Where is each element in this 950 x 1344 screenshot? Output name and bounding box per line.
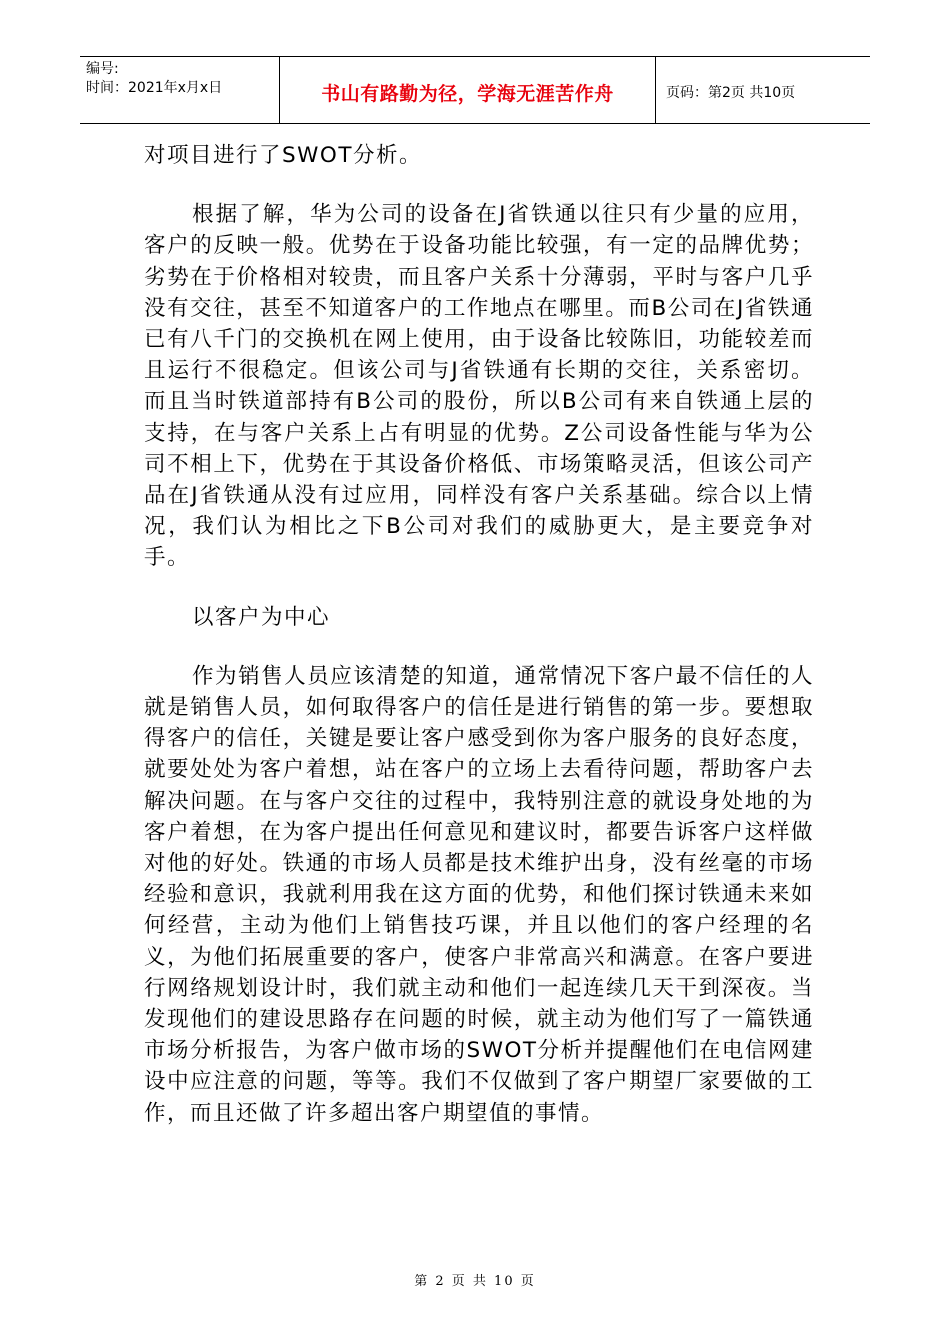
- paragraph-customer-trust: 作为销售人员应该清楚的知道，通常情况下客户最不信任的人就是销售人员，如何取得客户的信任是进行销售的第一步。要想取得客户的信任，关键是要让客户感受到你为客户服务的良好态度，就要处处为客户着想，站在客户的立场上去看待问题，帮助客户去解决问题。在与客户交往的过程中，我特别注意的就设身处地的为客户着想，在为客户提出任何意见和建议时，都要告诉客户这样做对他的好处。铁通的市场人员都是技术维护出身，没有丝毫的市场经验和意识，我就利用我在这方面的优势，和他们探讨铁通未来如何经营，主动为他们上销售技巧课，并且以他们的客户经理的名义，为他们拓展重要的客户，使客户非常高兴和满意。在客户要进行网络规划设计时，我们就主动和他们一起连续几天干到深夜。当发现他们的建设思路存在问题的时候，就主动为他们写了一篇铁通市场分析报告，为客户做市场的SWOT分析并提醒他们在电信网建设中应注意的问题，等等。我们不仅做到了客户期望厂家要做的工作，而且还做了许多超出客户期望值的事情。: [144, 663, 814, 1126]
- section-heading-customer-centric: 以客户为中心: [192, 604, 331, 630]
- page-header: [80, 56, 870, 124]
- paragraph-competitor-analysis: 根据了解，华为公司的设备在J省铁通以往只有少量的应用，客户的反映一般。优势在于设备功能比较强，有一定的品牌优势；劣势在于价格相对较贵，而且客户关系十分薄弱，平时与客户几乎没有交往，甚至不知道客户的工作地点在哪里。而B公司在J省铁通已有八千门的交换机在网上使用，由于设备比较陈旧，功能较差而且运行不很稳定。但该公司与J省铁通有长期的交往，关系密切。而且当时铁道部持有B公司的股份，所以B公司有来自铁通上层的支持，在与客户关系上占有明显的优势。Z公司设备性能与华为公司不相上下，优势在于其设备价格低、市场策略灵活，但该公司产品在J省铁通从没有过应用，同样没有客户关系基础。综合以上情况，我们认为相比之下B公司对我们的威胁更大，是主要竞争对手。: [144, 202, 814, 571]
- paragraph-swot-intro: 对项目进行了SWOT分析。: [144, 143, 422, 168]
- header-motto: 书山有路勤为径，学海无涯苦作舟: [321, 83, 614, 105]
- header-page-info: 页码：第2页 共10页: [666, 85, 796, 101]
- document-number-label: 编号:: [86, 61, 119, 77]
- header-divider-right: [655, 57, 656, 123]
- page-footer: 第 2 页 共 10 页: [414, 1274, 536, 1289]
- document-body: [144, 140, 814, 1129]
- document-time-label: 时间：2021年x月x日: [86, 80, 223, 96]
- header-meta: [86, 60, 222, 98]
